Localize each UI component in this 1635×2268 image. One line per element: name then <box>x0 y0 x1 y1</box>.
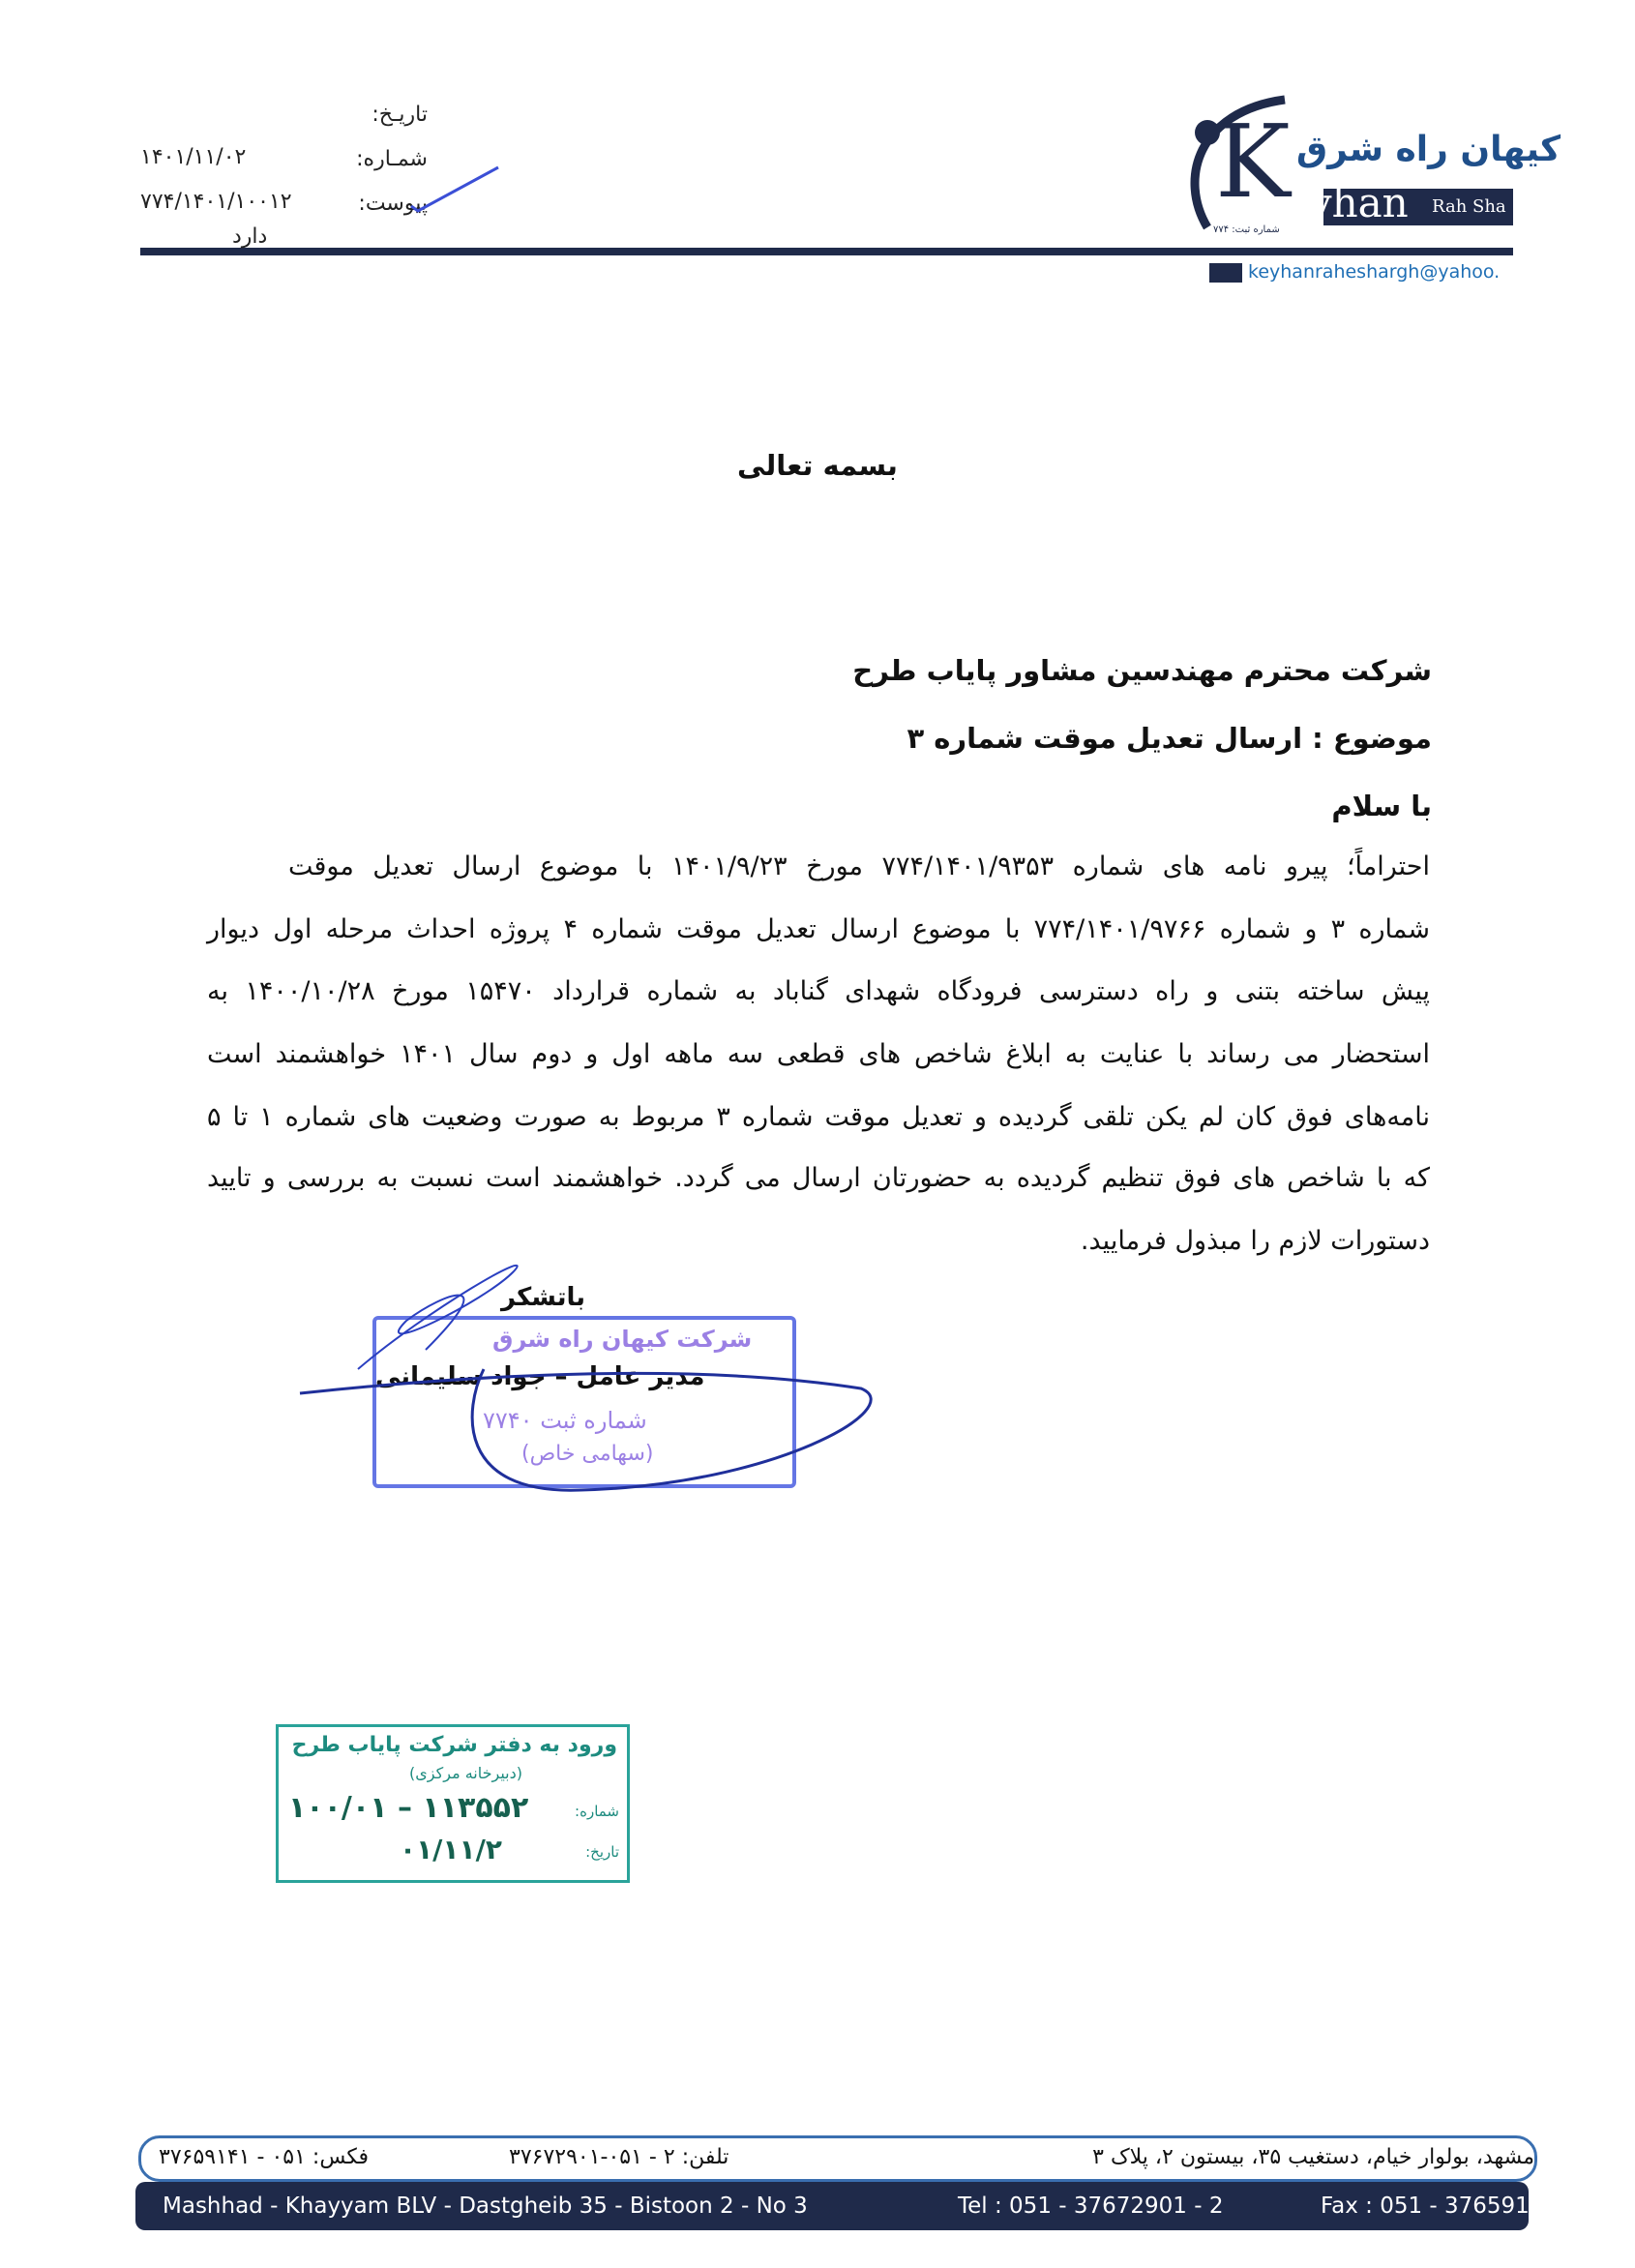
recipient: شرکت محترم مهندسین مشاور پایاب طرح <box>852 654 1432 687</box>
number-value: ۷۷۴/۱۴۰۱/۱۰۰۱۲ <box>140 190 292 214</box>
attachment-value: دارد <box>232 224 268 249</box>
footer-persian <box>138 2135 1537 2182</box>
receipt-subtitle: (دبیرخانه مرکزی) <box>409 1764 522 1782</box>
logo-en: eyhan <box>1285 179 1409 226</box>
paragraph-line: دستورات لازم را مبذول فرمایید. <box>1080 1226 1430 1256</box>
envelope-icon <box>1209 263 1242 283</box>
footer-fax-fa: فکس: ۰۵۱ - ۳۷۶۵۹۱۴۱ <box>159 2145 370 2169</box>
footer-phone-fa: تلفن: ۲ - ۰۵۱-۳۷۶۷۲۹۰۱ <box>509 2145 729 2169</box>
closing: باتشکر <box>501 1283 586 1312</box>
stamp-registration: شماره ثبت ۷۷۴۰ <box>483 1407 647 1434</box>
receipt-date-label: تاریخ: <box>585 1843 619 1861</box>
footer-address-fa: مشهد، بولوار خیام، دستغیب ۳۵، بیستون ۲، پلاک ۳ <box>1092 2145 1534 2169</box>
receipt-number-value: ۱۱۳۵۵۲ – ۱۰۰/۰۱ <box>288 1791 529 1825</box>
header-rule <box>140 248 1513 255</box>
paragraph-line: که با شاخص های فوق تنظیم گردیده به حضورتان ارسال می گردد. خواهشمند است نسبت به بررسی و تایید <box>207 1163 1430 1193</box>
footer-address-en: Mashhad - Khayyam BLV - Dastgheib 35 - Bistoon 2 - No 3 <box>163 2193 808 2219</box>
paragraph-line: استحضار می رساند با عنایت به ابلاغ شاخص های قطعی سه ماهه اول و دوم سال ۱۴۰۱ خواهشمند است <box>207 1039 1430 1069</box>
date-label: تاریـخ: <box>372 103 428 127</box>
date-value: ۱۴۰۱/۱۱/۰۲ <box>140 145 247 169</box>
receipt-number-label: شماره: <box>575 1803 619 1820</box>
paragraph-line: پیش ساخته بتنی و راه دسترسی فرودگاه شهدای گناباد به شماره قرارداد ۱۵۴۷۰ مورخ ۱۴۰۰/۱۰/۲۸ به <box>207 976 1431 1006</box>
receipt-stamp <box>276 1724 630 1883</box>
receipt-date-value: ۰۱/۱۱/۲ <box>400 1834 502 1865</box>
attachment-label: پیوست: <box>358 192 428 216</box>
logo-k: K <box>1215 103 1291 221</box>
signature-icon <box>290 1253 890 1505</box>
email-address[interactable]: keyhanraheshargh@yahoo. <box>1248 261 1501 283</box>
signatory: مدیر عامل – جواد سلیمانی <box>375 1362 705 1391</box>
subject: موضوع : ارسال تعدیل موقت شماره ۳ <box>907 722 1432 755</box>
paragraph-line: نامه‌های فوق کان لم یکن تلقی گردیده و تعدیل موقت شماره ۳ مربوط به صورت وضعیت های شماره ۱ تا ۵ <box>207 1102 1430 1132</box>
checkmark-icon <box>406 163 503 221</box>
company-logo <box>1178 92 1561 237</box>
footer-tel-en: Tel : 051 - 37672901 - 2 <box>958 2193 1224 2219</box>
paragraph-line: شماره ۳ و شماره ۷۷۴/۱۴۰۱/۹۷۶۶ با موضوع ارسال تعدیل موقت شماره ۴ پروژه احداث مرحله اول دیوار <box>207 914 1431 944</box>
footer-english <box>135 2182 1544 2230</box>
number-label: شمـاره: <box>356 147 428 171</box>
greeting: با سلام <box>1331 790 1432 822</box>
email-line <box>1209 261 1500 283</box>
logo-en-sub: Rah Sha <box>1432 196 1506 217</box>
footer-fax-en: Fax : 051 - 3765914 <box>1321 2193 1544 2219</box>
stamp-type: (سهامی خاص) <box>521 1442 654 1466</box>
paragraph-line: احتراماً؛ پیرو نامه های شماره ۷۷۴/۱۴۰۱/۹۳۵۳ مورخ ۱۴۰۱/۹/۲۳ با موضوع ارسال تعدیل موقت <box>288 851 1430 881</box>
receipt-title: ورود به دفتر شرکت پایاب طرح <box>291 1733 617 1757</box>
registration-number: شماره ثبت: ۷۷۴ <box>1213 224 1280 235</box>
invocation: بسمه تعالی <box>737 449 898 482</box>
logo-fa: کیهان راه شرق <box>1296 130 1561 169</box>
stamp-company-name: شرکت کیهان راه شرق <box>492 1326 753 1353</box>
